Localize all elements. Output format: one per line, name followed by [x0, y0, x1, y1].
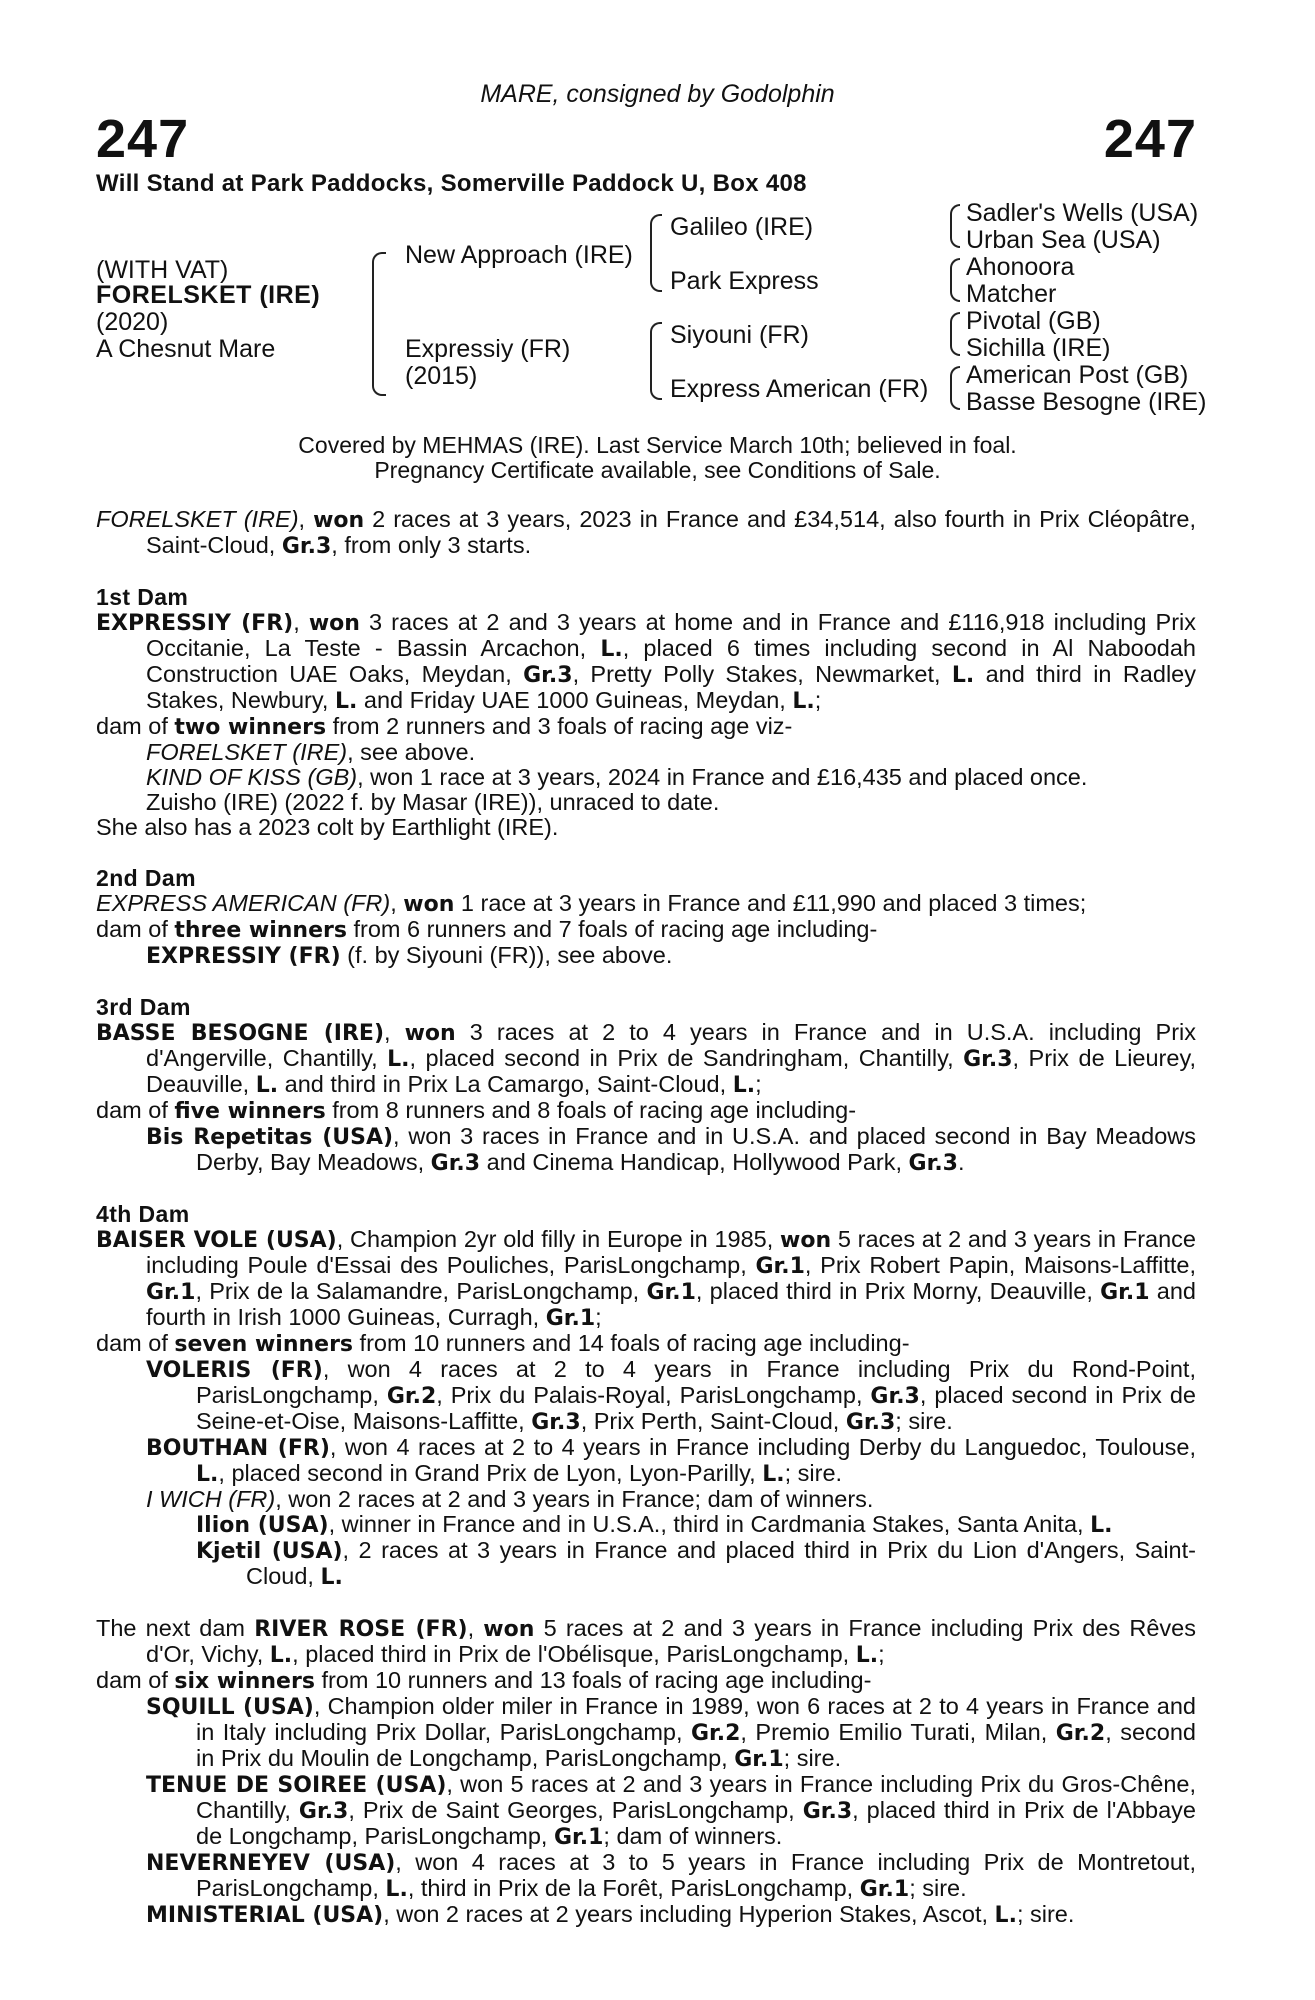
- horse-summary: FORELSKET (IRE), won 2 races at 3 years, 2023 in France and £34,514, also fourth in Prix Cléopâtre, Saint-Cloud, Gr.3, from only 3 starts.: [96, 506, 1196, 559]
- vat-label: (WITH VAT): [96, 256, 229, 284]
- produce-expressiy: EXPRESSIY (FR) (f. by Siyouni (FR)), see above.: [146, 942, 673, 969]
- dam-sire: Siyouni (FR): [670, 321, 809, 349]
- second-dam-heading: 2nd Dam: [96, 865, 196, 891]
- first-dam-produce-summary: dam of two winners from 2 runners and 3 foals of racing age viz-: [96, 713, 793, 740]
- lot-number-right: 247: [1103, 109, 1197, 169]
- produce-kjetil: Kjetil (USA), 2 races at 3 years in France and placed third in Prix du Lion d'Angers, Saint-Cloud, L.: [196, 1537, 1196, 1590]
- fourth-dam-record: BAISER VOLE (USA), Champion 2yr old filly in Europe in 1985, won 5 races at 2 and 3 years in France including Poule d'Essai des Pouliches, ParisLongchamp, Gr.1, Prix Robert Papin, Maisons-Laffitte, Gr.1, Prix de la Salamandre, ParisLongchamp, Gr.1, placed third in Prix Morny, Deauville, Gr.1 and fourth in Irish 1000 Guineas, Curragh, Gr.1;: [96, 1226, 1196, 1331]
- catalogue-body: [96, 507, 1196, 1928]
- lot-number-left: 247: [96, 109, 190, 169]
- pregnancy-certificate: Pregnancy Certificate available, see Conditions of Sale.: [374, 457, 941, 483]
- produce-bouthan: BOUTHAN (FR), won 4 races at 2 to 4 years in France including Derby du Languedoc, Toulouse, L., placed second in Grand Prix de Lyon, Lyon-Parilly, L.; sire.: [146, 1434, 1196, 1487]
- third-dam-record: BASSE BESOGNE (IRE), won 3 races at 2 to 4 years in France and in U.S.A. including Prix d'Angerville, Chantilly, L., placed second in Prix de Sandringham, Chantilly, Gr.3, Prix de Lieurey, Deauville, L. and third in Prix La Camargo, Saint-Cloud, L.;: [96, 1019, 1196, 1098]
- first-dam-record: EXPRESSIY (FR), won 3 races at 2 and 3 years at home and in France and £116,918 including Prix Occitanie, La Teste - Bassin Arcachon, L., placed 6 times including second in Al Naboodah Construction UAE Oaks, Meydan, Gr.3, Pretty Polly Stakes, Newmarket, L. and third in Radley Stakes, Newbury, L. and Friday UAE 1000 Guineas, Meydan, L.;: [96, 609, 1196, 714]
- brace-g5: [950, 312, 960, 356]
- brace-g7: [950, 366, 960, 410]
- consignment-line: MARE, consigned by Godolphin: [480, 80, 835, 108]
- next-dam-produce-summary: dam of six winners from 10 runners and 13 foals of racing age including-: [96, 1667, 872, 1694]
- brace-subject: [372, 252, 386, 396]
- produce-zuisho: Zuisho (IRE) (2022 f. by Masar (IRE)), unraced to date.: [146, 789, 720, 815]
- sire-sire: Galileo (IRE): [670, 213, 814, 241]
- fourth-dam-heading: 4th Dam: [96, 1201, 190, 1227]
- dam-dam: Express American (FR): [670, 375, 929, 403]
- produce-voleris: VOLERIS (FR), won 4 races at 2 to 4 years in France including Prix du Rond-Point, ParisLongchamp, Gr.2, Prix du Palais-Royal, ParisLongchamp, Gr.3, placed second in Prix de Seine-et-Oise, Maisons-Laffitte, Gr.3, Prix Perth, Saint-Cloud, Gr.3; sire.: [146, 1356, 1197, 1435]
- sire-dam: Park Express: [670, 267, 819, 295]
- horse-description: A Chesnut Mare: [96, 335, 276, 363]
- pedigree-g4: Matcher: [966, 280, 1057, 308]
- dam-year: (2015): [405, 362, 478, 390]
- second-dam-record: EXPRESS AMERICAN (FR), won 1 race at 3 years in France and £11,990 and placed 3 times;: [96, 890, 1087, 917]
- third-dam-produce-summary: dam of five winners from 8 runners and 8 foals of racing age including-: [96, 1097, 857, 1124]
- foaling-year: (2020): [96, 308, 169, 336]
- pedigree-g5: Pivotal (GB): [966, 307, 1101, 335]
- second-dam-produce-summary: dam of three winners from 6 runners and 7 foals of racing age including-: [96, 916, 878, 943]
- pedigree-g8: Basse Besogne (IRE): [966, 388, 1207, 416]
- next-dam-record: The next dam RIVER ROSE (FR), won 5 races at 2 and 3 years in France including Prix des Rêves d'Or, Vichy, L., placed third in Prix de l'Obélisque, ParisLongchamp, L.;: [96, 1615, 1196, 1668]
- pedigree-g3: Ahonoora: [966, 253, 1075, 281]
- pedigree-g1: Sadler's Wells (USA): [966, 199, 1199, 227]
- brace-dam: [650, 322, 662, 400]
- dam-name: Expressiy (FR): [405, 335, 571, 363]
- produce-ministerial: MINISTERIAL (USA), won 2 races at 2 years including Hyperion Stakes, Ascot, L.; sire.: [146, 1901, 1075, 1928]
- pedigree-g6: Sichilla (IRE): [966, 334, 1111, 362]
- sire-name: New Approach (IRE): [405, 241, 633, 269]
- produce-colt-2023: She also has a 2023 colt by Earthlight (IRE).: [96, 814, 559, 840]
- produce-bis-repetitas: Bis Repetitas (USA), won 3 races in France and in U.S.A. and placed second in Bay Meadows Derby, Bay Meadows, Gr.3 and Cinema Handicap, Hollywood Park, Gr.3.: [146, 1123, 1196, 1176]
- stand-location: Will Stand at Park Paddocks, Somerville Paddock U, Box 408: [96, 170, 807, 197]
- pedigree-g2: Urban Sea (USA): [966, 226, 1161, 254]
- produce-tenue-de-soiree: TENUE DE SOIREE (USA), won 5 races at 2 and 3 years in France including Prix du Gros-Chêne, Chantilly, Gr.3, Prix de Saint Georges, ParisLongchamp, Gr.3, placed third in Prix de l'Abbaye de Longchamp, ParisLongchamp, Gr.1; dam of winners.: [146, 1771, 1197, 1850]
- horse-name: FORELSKET (IRE): [96, 281, 321, 309]
- fourth-dam-produce-summary: dam of seven winners from 10 runners and 14 foals of racing age including-: [96, 1330, 910, 1357]
- brace-sire: [650, 214, 662, 292]
- brace-g3: [950, 258, 960, 302]
- produce-i-wich: I WICH (FR), won 2 races at 2 and 3 years in France; dam of winners.: [146, 1486, 874, 1512]
- third-dam-heading: 3rd Dam: [96, 994, 191, 1020]
- produce-kind-of-kiss: KIND OF KISS (GB), won 1 race at 3 years, 2024 in France and £16,435 and placed once.: [146, 764, 1088, 790]
- produce-squill: SQUILL (USA), Champion older miler in France in 1989, won 6 races at 2 to 4 years in France and in Italy including Prix Dollar, ParisLongchamp, Gr.2, Premio Emilio Turati, Milan, Gr.2, second in Prix du Moulin de Longchamp, ParisLongchamp, Gr.1; sire.: [146, 1693, 1197, 1772]
- first-dam-heading: 1st Dam: [96, 584, 189, 610]
- pedigree-g7: American Post (GB): [966, 361, 1189, 389]
- produce-forelsket: FORELSKET (IRE), see above.: [146, 739, 476, 765]
- produce-ilion: Ilion (USA), winner in France and in U.S.A., third in Cardmania Stakes, Santa Anita, L.: [196, 1511, 1113, 1538]
- covering-info: Covered by MEHMAS (IRE). Last Service March 10th; believed in foal.: [298, 432, 1017, 458]
- produce-neverneyev: NEVERNEYEV (USA), won 4 races at 3 to 5 years in France including Prix de Montretout, ParisLongchamp, L., third in Prix de la Forêt, ParisLongchamp, Gr.1; sire.: [146, 1849, 1196, 1902]
- brace-g1: [950, 204, 960, 248]
